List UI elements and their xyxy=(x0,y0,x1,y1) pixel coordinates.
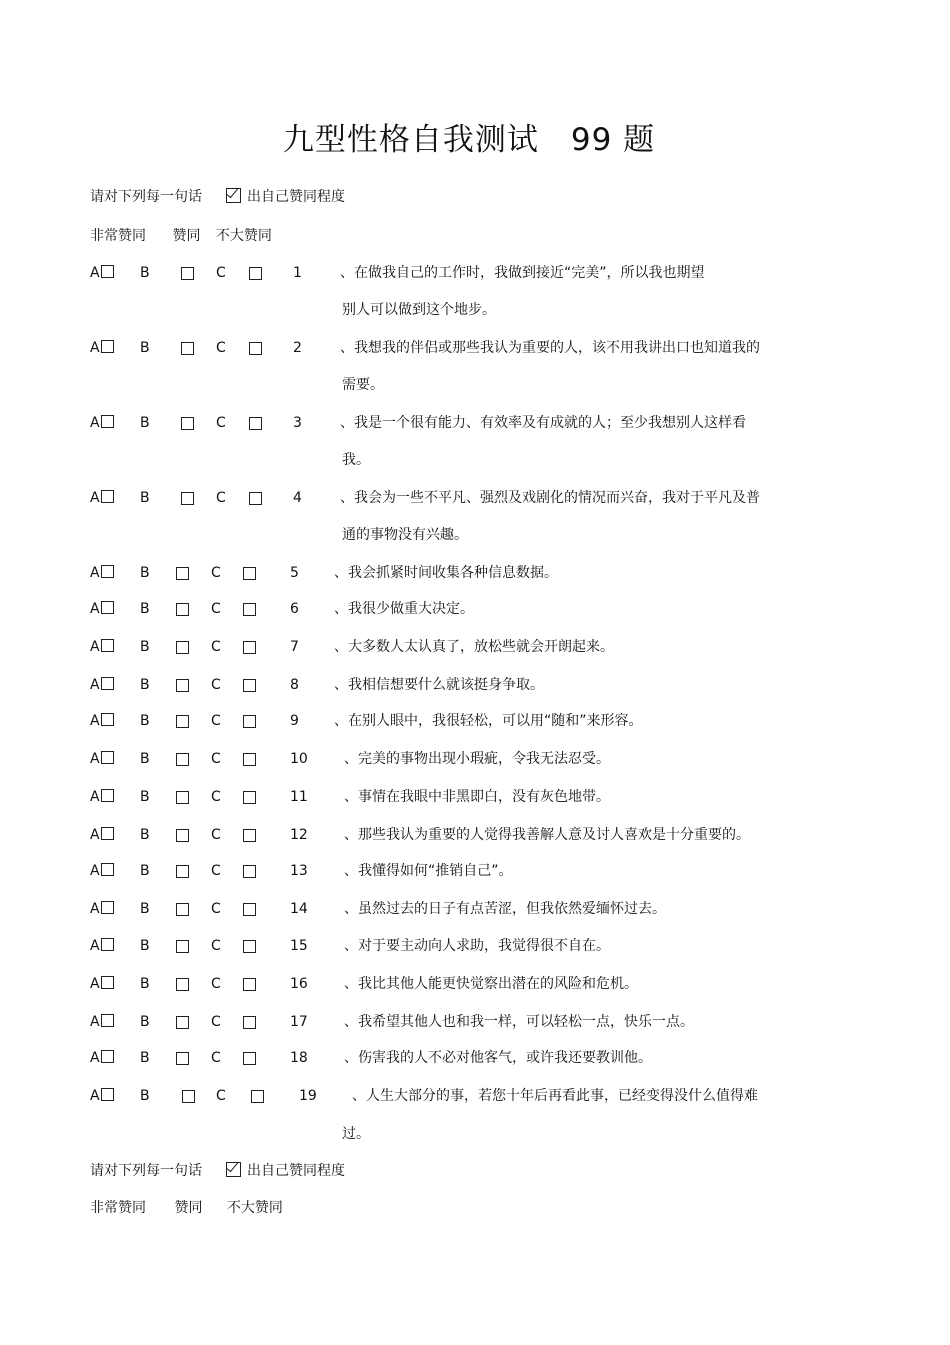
instruction-line xyxy=(90,1161,345,1181)
option-c-label: C xyxy=(216,1088,226,1104)
scale-label: 不大赞同 xyxy=(215,228,272,244)
question-text: 、我很少做重大决定。 xyxy=(334,601,474,617)
checkbox-a[interactable] xyxy=(101,713,114,726)
option-c-label: C xyxy=(216,265,226,281)
scale-legend xyxy=(90,1198,283,1218)
option-b-label: B xyxy=(140,827,150,843)
question-row xyxy=(0,825,950,845)
question-row xyxy=(0,899,950,919)
checkbox-a[interactable] xyxy=(101,677,114,690)
checkbox-b[interactable] xyxy=(176,753,189,766)
checkbox-b[interactable] xyxy=(176,567,189,580)
option-a-label: A xyxy=(90,974,114,994)
question-row xyxy=(0,338,950,358)
question-text-continuation: 过。 xyxy=(342,1126,370,1142)
checkbox-b[interactable] xyxy=(176,940,189,953)
question-text: 、完美的事物出现小瑕疵，令我无法忍受。 xyxy=(344,751,610,767)
checkbox-b[interactable] xyxy=(176,679,189,692)
question-row xyxy=(0,1048,950,1068)
option-c-label: C xyxy=(216,340,226,356)
checkbox-b[interactable] xyxy=(176,1016,189,1029)
checkbox-a[interactable] xyxy=(101,938,114,951)
option-b-label: B xyxy=(140,901,150,917)
checkbox-a[interactable] xyxy=(101,901,114,914)
option-b-label: B xyxy=(140,1088,150,1104)
checkbox-a[interactable] xyxy=(101,1088,114,1101)
checkbox-c[interactable] xyxy=(243,641,256,654)
checkbox-a[interactable] xyxy=(101,639,114,652)
question-row xyxy=(0,263,950,283)
question-number: 9 xyxy=(290,713,299,729)
question-row xyxy=(0,488,950,508)
question-number: 5 xyxy=(290,565,299,581)
instruction-after: 出自己赞同程度 xyxy=(247,1163,345,1179)
checkbox-a[interactable] xyxy=(101,1014,114,1027)
checkbox-c[interactable] xyxy=(249,417,262,430)
checkbox-b[interactable] xyxy=(181,492,194,505)
question-row xyxy=(0,675,950,695)
checkbox-b[interactable] xyxy=(176,715,189,728)
checkbox-c[interactable] xyxy=(243,1052,256,1065)
question-row xyxy=(0,787,950,807)
checkbox-c[interactable] xyxy=(249,342,262,355)
question-number: 12 xyxy=(290,827,308,843)
option-a-label: A xyxy=(90,1086,114,1106)
option-c-label: C xyxy=(211,601,221,617)
option-c-label: C xyxy=(216,415,226,431)
question-number: 17 xyxy=(290,1014,308,1030)
option-c-label: C xyxy=(211,1014,221,1030)
checkbox-a[interactable] xyxy=(101,415,114,428)
option-a-label: A xyxy=(90,263,114,283)
checkbox-a[interactable] xyxy=(101,976,114,989)
option-b-label: B xyxy=(140,340,150,356)
question-row xyxy=(0,599,950,619)
question-text: 、在别人眼中，我很轻松，可以用“随和”来形容。 xyxy=(334,713,643,729)
checkbox-b[interactable] xyxy=(182,1090,195,1103)
option-a-label: A xyxy=(90,413,114,433)
option-c-label: C xyxy=(211,639,221,655)
option-a-label: A xyxy=(90,936,114,956)
question-number: 19 xyxy=(299,1088,317,1104)
question-text: 、在做我自己的工作时，我做到接近“完美”，所以我也期望 xyxy=(340,265,705,281)
checkbox-c[interactable] xyxy=(243,603,256,616)
question-row xyxy=(0,936,950,956)
option-a-label: A xyxy=(90,675,114,695)
question-number: 3 xyxy=(293,415,302,431)
option-b-label: B xyxy=(140,601,150,617)
option-a-label: A xyxy=(90,1048,114,1068)
checkbox-b[interactable] xyxy=(181,342,194,355)
checkbox-checked-icon xyxy=(226,188,241,203)
checkbox-a[interactable] xyxy=(101,265,114,278)
option-b-label: B xyxy=(140,789,150,805)
question-text: 、事情在我眼中非黑即白，没有灰色地带。 xyxy=(344,789,610,805)
option-a-label: A xyxy=(90,599,114,619)
question-number: 15 xyxy=(290,938,308,954)
checkbox-a[interactable] xyxy=(101,340,114,353)
checkbox-b[interactable] xyxy=(176,978,189,991)
checkbox-c[interactable] xyxy=(243,1016,256,1029)
option-c-label: C xyxy=(211,751,221,767)
checkbox-b[interactable] xyxy=(181,267,194,280)
checkbox-checked-icon xyxy=(226,1162,241,1177)
option-b-label: B xyxy=(140,415,150,431)
scale-label: 赞同 xyxy=(174,1200,203,1216)
checkbox-c[interactable] xyxy=(243,829,256,842)
checkbox-b[interactable] xyxy=(176,829,189,842)
question-row xyxy=(0,1086,950,1106)
question-number: 6 xyxy=(290,601,299,617)
checkbox-b[interactable] xyxy=(181,417,194,430)
option-c-label: C xyxy=(211,938,221,954)
checkbox-a[interactable] xyxy=(101,751,114,764)
question-text: 、我会为一些不平凡、强烈及戏剧化的情况而兴奋，我对于平凡及普 xyxy=(340,490,760,506)
question-number: 10 xyxy=(290,751,308,767)
question-number: 2 xyxy=(293,340,302,356)
option-b-label: B xyxy=(140,1014,150,1030)
option-a-label: A xyxy=(90,488,114,508)
instruction-before: 请对下列每一句话 xyxy=(90,189,202,205)
scale-label: 不大赞同 xyxy=(226,1200,283,1216)
question-row xyxy=(0,563,950,583)
option-c-label: C xyxy=(211,713,221,729)
option-c-label: C xyxy=(211,901,221,917)
option-a-label: A xyxy=(90,711,114,731)
checkbox-c[interactable] xyxy=(243,865,256,878)
option-b-label: B xyxy=(140,565,150,581)
question-number: 1 xyxy=(293,265,302,281)
question-text-continuation: 我。 xyxy=(342,452,370,468)
question-text: 、我比其他人能更快觉察出潜在的风险和危机。 xyxy=(344,976,638,992)
question-text: 、对于要主动向人求助，我觉得很不自在。 xyxy=(344,938,610,954)
question-row xyxy=(0,749,950,769)
checkbox-c[interactable] xyxy=(249,267,262,280)
option-b-label: B xyxy=(140,751,150,767)
option-c-label: C xyxy=(211,789,221,805)
question-row xyxy=(0,861,950,881)
option-a-label: A xyxy=(90,1012,114,1032)
option-b-label: B xyxy=(140,265,150,281)
option-b-label: B xyxy=(140,490,150,506)
question-text: 、我会抓紧时间收集各种信息数据。 xyxy=(334,565,558,581)
question-text: 、我相信想要什么就该挺身争取。 xyxy=(334,677,544,693)
checkbox-a[interactable] xyxy=(101,601,114,614)
checkbox-b[interactable] xyxy=(176,791,189,804)
option-a-label: A xyxy=(90,899,114,919)
question-row xyxy=(0,974,950,994)
question-number: 8 xyxy=(290,677,299,693)
option-c-label: C xyxy=(216,490,226,506)
option-a-label: A xyxy=(90,749,114,769)
question-text-continuation: 通的事物没有兴趣。 xyxy=(342,527,468,543)
checkbox-a[interactable] xyxy=(101,1050,114,1063)
checkbox-b[interactable] xyxy=(176,1052,189,1065)
question-text: 、我是一个很有能力、有效率及有成就的人；至少我想别人这样看 xyxy=(340,415,746,431)
question-text: 、我懂得如何“推销自己”。 xyxy=(344,863,513,879)
question-text: 、伤害我的人不必对他客气，或许我还要教训他。 xyxy=(344,1050,652,1066)
option-a-label: A xyxy=(90,637,114,657)
checkbox-c[interactable] xyxy=(243,978,256,991)
option-b-label: B xyxy=(140,863,150,879)
option-c-label: C xyxy=(211,677,221,693)
scale-label: 赞同 xyxy=(172,228,201,244)
option-a-label: A xyxy=(90,338,114,358)
checkbox-a[interactable] xyxy=(101,789,114,802)
checkbox-c[interactable] xyxy=(243,715,256,728)
option-c-label: C xyxy=(211,565,221,581)
checkbox-c[interactable] xyxy=(243,791,256,804)
instruction-line xyxy=(90,187,345,207)
checkbox-b[interactable] xyxy=(176,903,189,916)
question-text: 、我希望其他人也和我一样，可以轻松一点，快乐一点。 xyxy=(344,1014,694,1030)
question-number: 7 xyxy=(290,639,299,655)
checkbox-c[interactable] xyxy=(251,1090,264,1103)
question-text: 、我想我的伴侣或那些我认为重要的人，该不用我讲出口也知道我的 xyxy=(340,340,760,356)
option-c-label: C xyxy=(211,1050,221,1066)
checkbox-c[interactable] xyxy=(243,940,256,953)
question-text: 、虽然过去的日子有点苦涩，但我依然爱缅怀过去。 xyxy=(344,901,666,917)
option-c-label: C xyxy=(211,827,221,843)
question-number: 14 xyxy=(290,901,308,917)
question-text: 、人生大部分的事，若您十年后再看此事，已经变得没什么值得难 xyxy=(352,1088,758,1104)
option-a-label: A xyxy=(90,825,114,845)
option-c-label: C xyxy=(211,863,221,879)
checkbox-a[interactable] xyxy=(101,863,114,876)
option-b-label: B xyxy=(140,976,150,992)
option-b-label: B xyxy=(140,938,150,954)
checkbox-b[interactable] xyxy=(176,865,189,878)
checkbox-c[interactable] xyxy=(243,753,256,766)
option-a-label: A xyxy=(90,563,114,583)
question-text: 、大多数人太认真了，放松些就会开朗起来。 xyxy=(334,639,614,655)
checkbox-c[interactable] xyxy=(249,492,262,505)
option-a-label: A xyxy=(90,861,114,881)
option-b-label: B xyxy=(140,1050,150,1066)
option-b-label: B xyxy=(140,677,150,693)
question-number: 18 xyxy=(290,1050,308,1066)
instruction-before: 请对下列每一句话 xyxy=(90,1163,202,1179)
scale-label: 非常赞同 xyxy=(90,1200,146,1216)
question-row xyxy=(0,1012,950,1032)
checkbox-a[interactable] xyxy=(101,490,114,503)
question-text: 、那些我认为重要的人觉得我善解人意及讨人喜欢是十分重要的。 xyxy=(344,827,750,843)
scale-label: 非常赞同 xyxy=(90,228,146,244)
option-c-label: C xyxy=(211,976,221,992)
option-b-label: B xyxy=(140,713,150,729)
checkbox-c[interactable] xyxy=(243,903,256,916)
question-row xyxy=(0,413,950,433)
checkbox-b[interactable] xyxy=(176,641,189,654)
question-row xyxy=(0,711,950,731)
option-b-label: B xyxy=(140,639,150,655)
question-row xyxy=(0,637,950,657)
page-title: 九型性格自我测试 99 题 xyxy=(282,122,656,158)
checkbox-a[interactable] xyxy=(101,565,114,578)
instruction-after: 出自己赞同程度 xyxy=(247,189,345,205)
option-a-label: A xyxy=(90,787,114,807)
checkbox-c[interactable] xyxy=(243,679,256,692)
question-number: 11 xyxy=(290,789,308,805)
question-number: 16 xyxy=(290,976,308,992)
question-number: 13 xyxy=(290,863,308,879)
checkbox-a[interactable] xyxy=(101,827,114,840)
checkbox-c[interactable] xyxy=(243,567,256,580)
question-text-continuation: 别人可以做到这个地步。 xyxy=(342,302,496,318)
checkbox-b[interactable] xyxy=(176,603,189,616)
scale-legend xyxy=(90,226,272,246)
question-text-continuation: 需要。 xyxy=(342,377,384,393)
question-number: 4 xyxy=(293,490,302,506)
